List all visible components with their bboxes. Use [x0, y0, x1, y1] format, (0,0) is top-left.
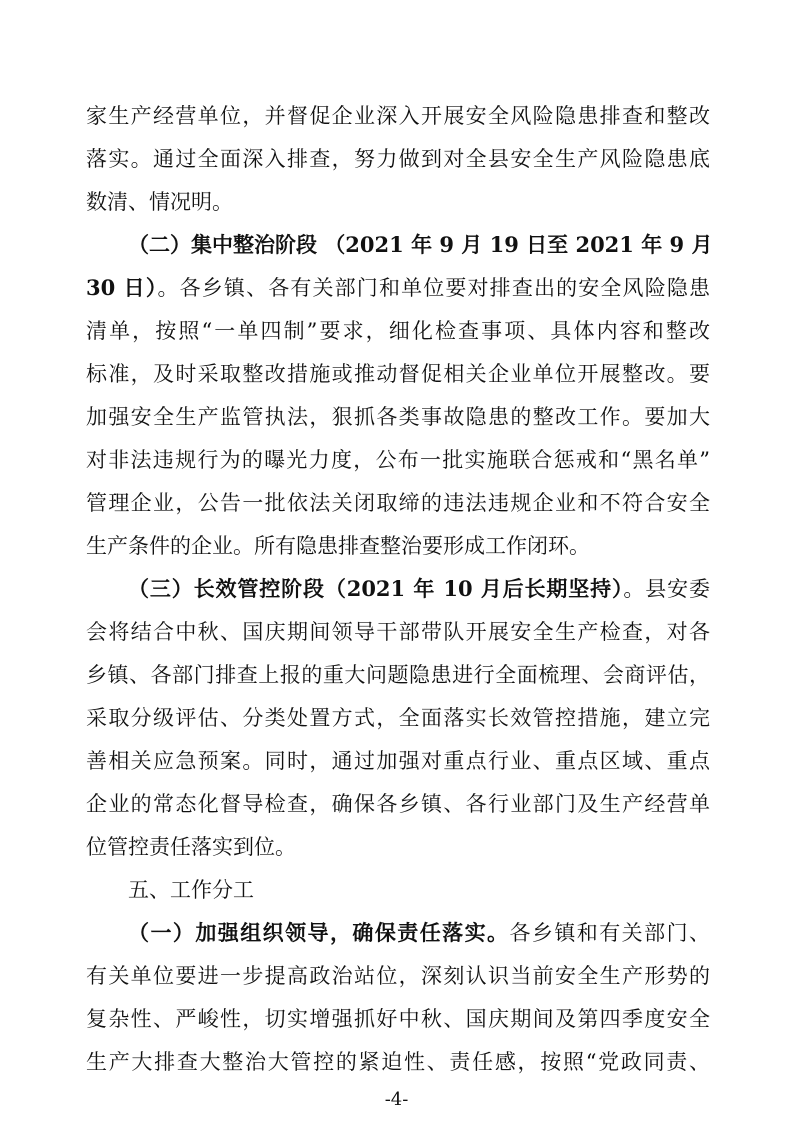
body-text-line: 落实。通过全面深入排查，努力做到对全县安全生产风险隐患底: [86, 147, 710, 171]
body-text-line: 乡镇、各部门排查上报的重大问题隐患进行全面梳理、会商评估，: [86, 663, 710, 687]
body-text-segment: 。县安委: [623, 577, 711, 601]
body-text-line: 对非法违规行为的曝光力度，公布一批实施联合惩戒和“黑名单”: [86, 448, 710, 472]
page-number: -4-: [384, 1089, 409, 1110]
chapter-heading: 五、工作分工: [128, 878, 254, 902]
body-text-line: 数清、情况明。: [86, 190, 233, 214]
body-text-line: 企业的常态化督导检查，确保各乡镇、各行业部门及生产经营单: [86, 792, 710, 816]
body-text-line: 家生产经营单位，并督促企业深入开展安全风险隐患排查和整改: [86, 104, 710, 128]
section-heading-segment: （三）长效管控阶段（2021 年 10 月后长期坚持）: [128, 576, 624, 601]
body-text-line: [128, 574, 710, 604]
body-text-segment: 。各乡镇、各有关部门和单位要对排查出的安全风险隐患: [157, 276, 710, 300]
body-text-line: 标准，及时采取整改措施或推动督促相关企业单位开展整改。要: [86, 362, 710, 386]
body-text-line: 生产条件的企业。所有隐患排查整治要形成工作闭环。: [86, 534, 590, 558]
body-text-line: 生产大排查大整治大管控的紧迫性、责任感，按照“党政同责、: [86, 1050, 710, 1074]
body-text-line: 采取分级评估、分类处置方式，全面落实长效管控措施，建立完: [86, 706, 710, 730]
section-heading-tail: 30 日）: [86, 275, 158, 300]
section-heading-line: （二）集中整治阶段 （2021 年 9 月 19 日至 2021 年 9 月: [128, 232, 713, 257]
body-text-line: 善相关应急预案。同时，通过加强对重点行业、重点区域、重点: [86, 749, 710, 773]
body-text-line: 会将结合中秋、国庆期间领导干部带队开展安全生产检查，对各: [86, 620, 710, 644]
body-text-line: 位管控责任落实到位。: [86, 835, 296, 859]
body-text-line: 复杂性、严峻性，切实增强抓好中秋、国庆期间及第四季度安全: [86, 1007, 710, 1031]
body-text-line: 有关单位要进一步提高政治站位，深刻认识当前安全生产形势的: [86, 964, 710, 988]
body-text-line: 加强安全生产监管执法，狠抓各类事故隐患的整改工作。要加大: [86, 405, 710, 429]
body-text-line: 清单，按照“一单四制”要求，细化检查事项、具体内容和整改: [86, 319, 710, 343]
body-text-line: [128, 918, 710, 948]
body-text-segment: 各乡镇和有关部门、: [509, 921, 711, 945]
body-text-line: [86, 273, 710, 303]
body-text-line: 管理企业，公告一批依法关闭取缔的违法违规企业和不符合安全: [86, 491, 710, 515]
section-heading-segment: （一）加强组织领导，确保责任落实。: [128, 920, 510, 945]
